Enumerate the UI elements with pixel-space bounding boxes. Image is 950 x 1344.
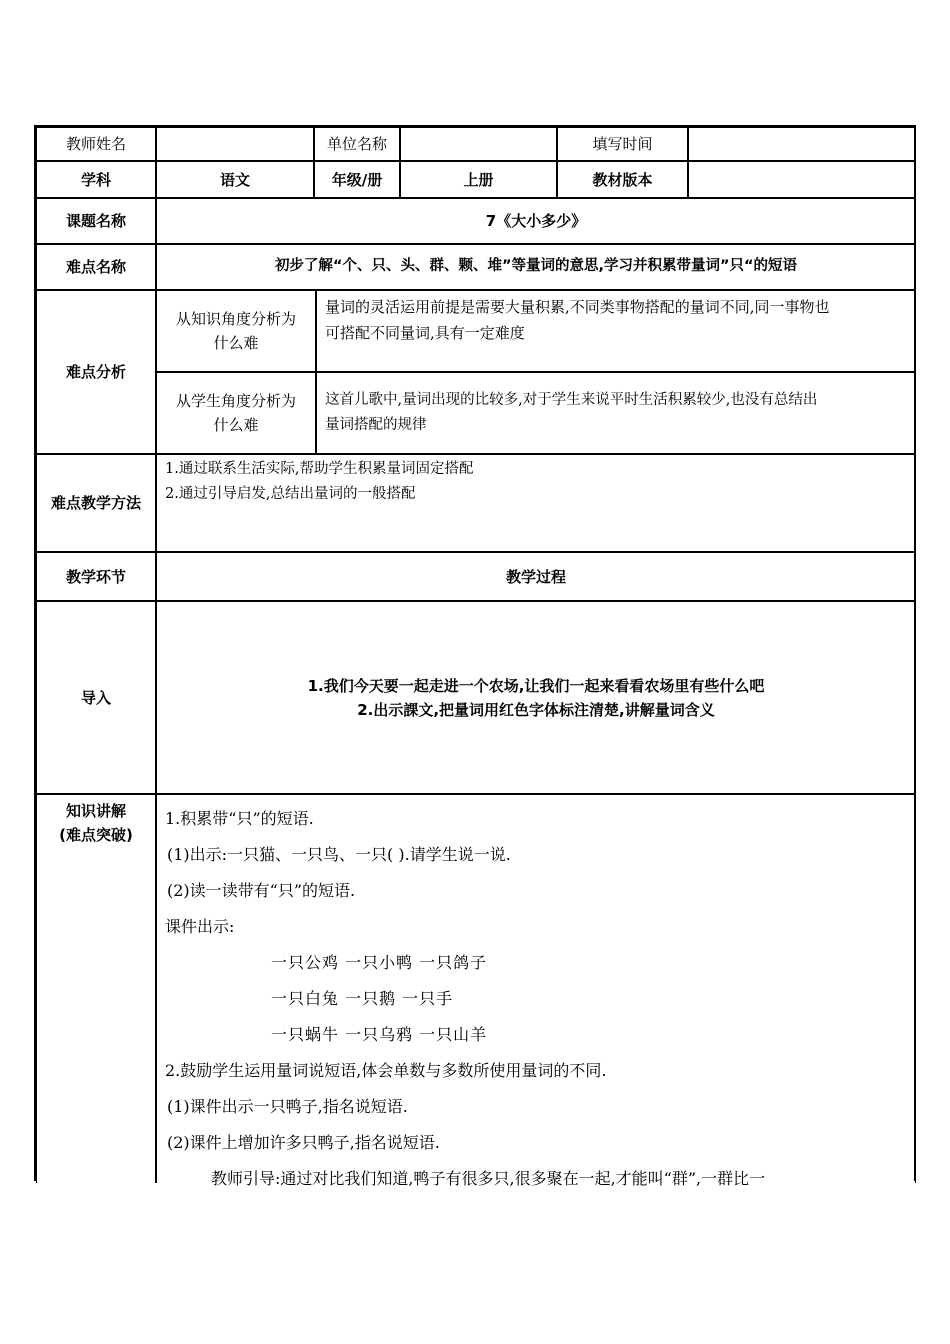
method-text xyxy=(156,454,916,552)
student-angle-text-line-2: 量词搭配的规律 xyxy=(325,417,427,433)
knowledge-line: (2)课件上增加许多只鸭子,指名说短语. xyxy=(167,1133,440,1152)
unit-label: 单位名称 xyxy=(314,127,400,161)
fill-time-field[interactable] xyxy=(688,127,916,161)
intro-text xyxy=(156,601,916,794)
textbook-field[interactable] xyxy=(688,161,916,198)
subject-label: 学科 xyxy=(36,161,156,198)
analysis-label: 难点分析 xyxy=(36,290,156,454)
difficulty-value: 初步了解“个、只、头、群、颗、堆”等量词的意思,学习并积累带量词”只“的短语 xyxy=(156,244,916,290)
knowledge-angle-text-line-2: 可搭配不同量词,具有一定难度 xyxy=(325,323,525,342)
knowledge-line: (2)读一读带有“只”的短语. xyxy=(167,881,356,900)
student-angle-label xyxy=(156,372,316,454)
knowledge-label-line-1: 知识讲解 xyxy=(65,802,126,820)
intro-label: 导入 xyxy=(36,601,156,794)
stage-header: 教学环节 xyxy=(36,552,156,601)
intro-line-1: 1.我们今天要一起走进一个农场,让我们一起来看看农场里有些什么吧 xyxy=(307,676,765,695)
knowledge-angle-label-line-2: 什么难 xyxy=(213,334,259,352)
method-line-2: 2.通过引导启发,总结出量词的一般搭配 xyxy=(165,485,416,502)
intro-line-2: 2.出示課文,把量词用红色字体标注清楚,讲解量词含义 xyxy=(357,700,715,719)
grade-value: 上册 xyxy=(400,161,557,198)
grade-label: 年级/册 xyxy=(314,161,400,198)
knowledge-angle-label xyxy=(156,290,316,372)
unit-field[interactable] xyxy=(400,127,557,161)
knowledge-line: 教师引导:通过对比我们知道,鸭子有很多只,很多聚在一起,才能叫“群”,一群比一 xyxy=(211,1169,766,1188)
lesson-plan-table xyxy=(34,125,916,1188)
knowledge-line: 2.鼓励学生运用量词说短语,体会单数与多数所使用量词的不同. xyxy=(165,1061,607,1080)
teacher-name-field[interactable] xyxy=(156,127,314,161)
topic-value: 7《大小多少》 xyxy=(156,198,916,244)
knowledge-line: 课件出示: xyxy=(165,917,235,936)
knowledge-example-line: 一只公鸡 一只小鸭 一只鸽子 xyxy=(271,953,488,972)
student-angle-label-line-1: 从学生角度分析为 xyxy=(175,392,296,410)
process-header: 教学过程 xyxy=(156,552,916,601)
topic-label: 课题名称 xyxy=(36,198,156,244)
knowledge-line: (1)课件出示一只鸭子,指名说短语. xyxy=(167,1097,408,1116)
fill-time-label: 填写时间 xyxy=(557,127,688,161)
knowledge-angle-text xyxy=(316,290,916,372)
teacher-name-label: 教师姓名 xyxy=(36,127,156,161)
student-angle-label-line-2: 什么难 xyxy=(213,416,259,434)
knowledge-label xyxy=(36,794,156,1183)
knowledge-angle-text-line-1: 量词的灵活运用前提是需要大量积累,不同类事物搭配的量词不同,同一事物也 xyxy=(325,298,830,316)
knowledge-content xyxy=(156,794,916,1188)
knowledge-example-line: 一只蜗牛 一只乌鸦 一只山羊 xyxy=(271,1025,488,1044)
knowledge-line: 1.积累带“只”的短语. xyxy=(165,809,314,828)
knowledge-label-line-2: (难点突破) xyxy=(59,826,133,844)
knowledge-line: (1)出示:一只猫、一只鸟、一只( ).请学生说一说. xyxy=(167,845,511,864)
difficulty-label: 难点名称 xyxy=(36,244,156,290)
student-angle-text xyxy=(316,372,916,454)
student-angle-text-line-1: 这首儿歌中,量词出现的比较多,对于学生来说平时生活积累较少,也没有总结出 xyxy=(325,391,818,408)
knowledge-angle-label-line-1: 从知识角度分析为 xyxy=(175,310,296,328)
method-label: 难点教学方法 xyxy=(36,454,156,552)
textbook-label: 教材版本 xyxy=(557,161,688,198)
knowledge-example-line: 一只白兔 一只鹅 一只手 xyxy=(271,989,454,1008)
subject-value: 语文 xyxy=(156,161,314,198)
method-line-1: 1.通过联系生活实际,帮助学生积累量词固定搭配 xyxy=(165,461,474,477)
